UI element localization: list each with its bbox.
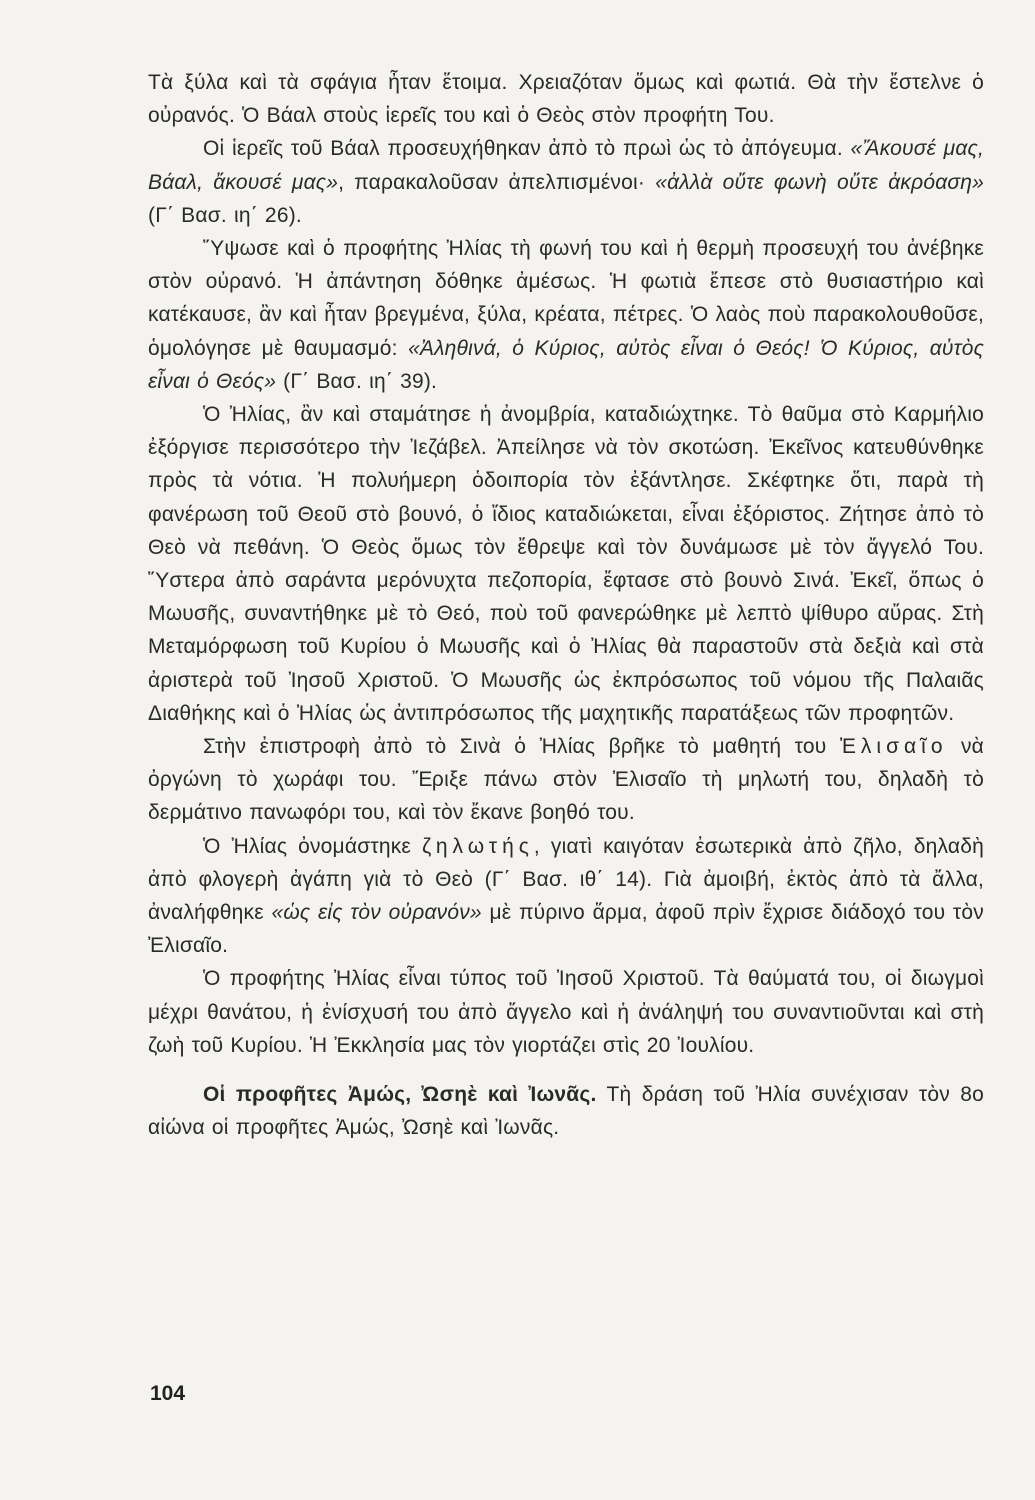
text-run: Ὁ Ἠλίας, ἂν καὶ σταμάτησε ἡ ἀνομβρία, καταδιώχτηκε. Τὸ θαῦμα στὸ Καρμήλιο ἐξόργισε περισσότερο τὴν Ἰεζάβελ. Ἀπείλησε νὰ τὸν σκοτώση. Ἐκεῖνος κατευθύνθηκε πρὸς τὰ νότια. Ἡ πολυήμερη ὁδοιπορία τὸν ἐξάντλησε. Σκέφτηκε ὅτι, παρὰ τὴ φανέρωση τοῦ Θεοῦ στὸ βουνό, ὁ ἴδιος καταδιώκεται, εἶναι ἐξόριστος. Ζήτησε ἀπὸ τὸ Θεὸ νὰ πεθάνη. Ὁ Θεὸς ὅμως τὸν ἔθρεψε καὶ τὸν δυνάμωσε μὲ τὸν ἄγγελό Του. Ὕστερα ἀπὸ σαράντα μερόνυχτα πεζοπορία, ἔφτασε στὸ βουνὸ Σινά. Ἐκεῖ, ὅπως ὁ Μωυσῆς, συναντήθηκε μὲ τὸ Θεό, ποὺ τοῦ φανερώθηκε μὲ λεπτὸ ψίθυρο αὔρας. Στὴ Μεταμόρφωση τοῦ Κυρίου ὁ Μωυσῆς καὶ ὁ Ἠλίας θὰ παραστοῦν στὰ δεξιὰ καὶ στὰ ἀριστερὰ τοῦ Ἰησοῦ Χριστοῦ. Ὁ Μωυσῆς ὡς ἐκπρόσωπος τοῦ νόμου τῆς Παλαιᾶς Διαθήκης καὶ ὁ Ἠλίας ὡς ἀντιπρόσωπος τῆς μαχητικῆς παρατάξεως τῶν προφητῶν. <box>148 403 984 725</box>
text-run: , παρακαλοῦσαν ἀπελπισμένοι· <box>338 170 656 194</box>
text-run: Ὁ Ἠλίας ὀνομάστηκε <box>203 834 422 858</box>
text-run: Στὴν ἐπιστροφὴ ἀπὸ τὸ Σινὰ ὁ Ἠλίας βρῆκε τὸ μαθητή του <box>203 735 840 759</box>
text-run: «ὡς εἰς τὸν οὐρανόν» <box>271 901 482 925</box>
text-run: Ὕψωσε καὶ ὁ προφήτης Ἠλίας τὴ φωνή του καὶ ἡ θερμὴ προσευχή του ἀνέβηκε στὸν οὐρανό. Ἡ ἀπάντηση δόθηκε ἀμέσως. Ἡ φωτιὰ ἔπεσε στὸ θυσιαστήριο καὶ κατέκαυσε, ἂν καὶ ἦταν βρεγμένα, ξύλα, κρέατα, πέτρες. Ὁ λαὸς ποὺ παρακολουθοῦσε, ὁμολόγησε μὲ θαυμασμό: <box>148 237 984 360</box>
text-run: μὲ πύρινο ἅρμα, ἀφοῦ πρὶν ἔχρισε διάδοχό του τὸν Ἐλισαῖο. <box>148 901 984 958</box>
text-run: «ἀλλὰ οὔτε φωνὴ οὔτε ἀκρόαση» <box>655 170 984 194</box>
text-run: Οἱ ἱερεῖς τοῦ Βάαλ προσευχήθηκαν ἀπὸ τὸ πρωὶ ὡς τὸ ἀπόγευμα. <box>203 137 851 161</box>
paragraph-elijah-prayer <box>148 232 984 398</box>
text-run: Οἱ προφῆτες Ἀμώς, Ὠσηὲ καὶ Ἰωνᾶς. <box>203 1083 597 1107</box>
page-number: 104 <box>150 1382 186 1405</box>
paragraph-offering <box>148 66 984 132</box>
text-run: ζηλωτής <box>421 834 534 858</box>
text-run: νὰ ὀργώνη τὸ χωράφι του. Ἔριξε πάνω στὸν Ἐλισαῖο τὴ μηλωτή του, δηλαδὴ τὸ δερμάτινο πανωφόρι του, καὶ τὸν ἔκανε βοηθό του. <box>148 735 985 825</box>
text-run: Τὴ δράση τοῦ Ἠλία συνέχισαν τὸν 8ο αἰώνα οἱ προφῆτες Ἀμώς, Ὠσηὲ καὶ Ἰωνᾶς. <box>148 1083 985 1140</box>
paragraph-zealot <box>148 830 984 963</box>
paragraph-prophets-amos-hosea-jonah <box>148 1078 984 1144</box>
paragraph-persecution <box>148 398 984 730</box>
paragraph-baal-priests <box>148 132 984 232</box>
text-run: Ὁ προφήτης Ἠλίας εἶναι τύπος τοῦ Ἰησοῦ Χριστοῦ. Τὰ θαύματά του, οἱ διωγμοὶ μέχρι θανάτου, ἡ ἐνίσχυσή του ἀπὸ ἄγγελο καὶ ἡ ἀνάληψή του συναντιοῦνται καὶ στὴ ζωὴ τοῦ Κυρίου. Ἡ Ἐκκλησία μας τὸν γιορτάζει στὶς 20 Ἰουλίου. <box>148 967 984 1057</box>
text-run: «Ἄκουσέ μας, Βάαλ, ἄκουσέ μας» <box>148 137 984 194</box>
text-run: (Γ΄ Βασ. ιη΄ 26). <box>148 203 302 227</box>
text-run: «Ἀληθινά, ὁ Κύριος, αὐτὸς εἶναι ὁ Θεός! Ὁ Κύριος, αὐτὸς εἶναι ὁ Θεός» <box>148 336 984 393</box>
page-body <box>148 66 984 1145</box>
text-run: Ἐλισαῖο <box>839 735 948 759</box>
paragraph-type-of-christ <box>148 962 984 1062</box>
text-run: , γιατὶ καιγόταν ἐσωτερικὰ ἀπὸ ζῆλο, δηλαδὴ ἀπὸ φλογερὴ ἀγάπη γιὰ τὸ Θεὸ (Γ΄ Βασ. ιθ΄ 14). Γιὰ ἀμοιβή, ἐκτὸς ἀπὸ τὰ ἄλλα, ἀναλήφθηκε <box>148 834 984 925</box>
text-run: Τὰ ξύλα καὶ τὰ σφάγια ἦταν ἕτοιμα. Χρειαζόταν ὅμως καὶ φωτιά. Θὰ τὴν ἔστελνε ὁ οὐρανός. Ὁ Βάαλ στοὺς ἱερεῖς του καὶ ὁ Θεὸς στὸν προφήτη Του. <box>148 71 984 128</box>
paragraph-elisha <box>148 730 984 830</box>
text-run: (Γ΄ Βασ. ιη΄ 39). <box>276 369 438 393</box>
